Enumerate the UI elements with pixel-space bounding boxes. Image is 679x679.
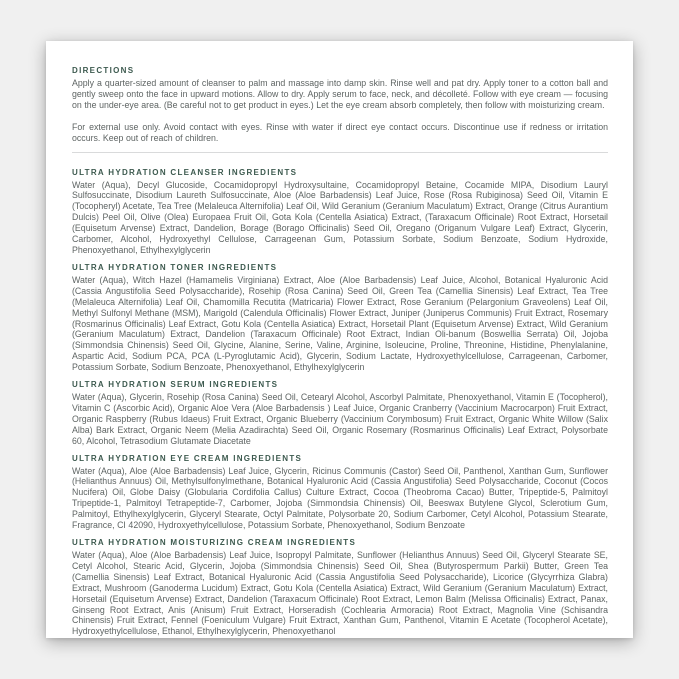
directions-heading: DIRECTIONS: [72, 66, 135, 75]
moisturizing-cream-ingredients-text: Water (Aqua), Aloe (Aloe Barbadensis) Leaf Juice, Isopropyl Palmitate, Sunflower (Helianthus Annuus) Seed Oil, Glyceryl Stearate SE, Cetyl Alcohol, Stearic Acid, Glycerin, Jojoba (Simmondsia Chinensis) Seed Oil, Shea (Butyrospermum Parkii) Butter, Green Tea (Camellia Sinensis) Leaf Extract, Botanical Hyaluronic Acid (Cassia Angustifolia Seed Polysaccharide), Licorice (Glycyrrhiza Glabra) Extract, Mushroom (Ganoderma Lucidum) Extract, Gotu Kola (Centella Asiatica) Extract, Wild Geranium (Geranium Maculatum) Extract, Horsetail (Equisetum Arvense) Extract, Dandelion (Taraxacum Officinale) Root Extract, Lemon Balm (Melissa Officinalis) Extract, Panax, Ginseng Root Extract, Anis (Anisum) Fruit Extract, Horseradish (Cochlearia Armoracia) Root Extract, Magnolia Vine (Schisandra Chinensis) Fruit Extract, Fennel (Foeniculum Vulgare) Fruit Extract, Xanthan Gum, Panthenol, Vitamin E Acetate (Tocopherol Acetate), Hydroxyethylcellulose, Ethanol, Ethylhexylglycerin, Phenoxyethanol: [72, 550, 608, 637]
serum-ingredients-text: Water (Aqua), Glycerin, Rosehip (Rosa Canina) Seed Oil, Cetearyl Alcohol, Ascorbyl Palmitate, Phenoxyethanol, Vitamin E (Tocopherol), Vitamin C (Ascorbic Acid), Organic Aloe Vera (Aloe Barbadensis ) Leaf Juice, Organic Cranberry (Vaccinium Macrocarpon) Fruit Extract, Organic Raspberry (Rubus Idaeus) Fruit Extract, Organic Blueberry (Vaccinium Corymbosum) Fruit Extract, Organic White Willow (Salix Alba) Bark Extract, Organic Neem (Melia Azadirachta) Seed Oil, Organic Rosemary (Rosmarinus Officinalis) Leaf Extract, Polysorbate 60, Alcohol, Tetrasodium Glutamate Diacetate: [72, 392, 608, 446]
eye-cream-ingredients-section: [72, 455, 608, 531]
toner-ingredients-heading: ULTRA HYDRATION TONER INGREDIENTS: [72, 262, 278, 272]
section-divider: [72, 152, 608, 153]
toner-ingredients-text: Water (Aqua), Witch Hazel (Hamamelis Virginiana) Extract, Aloe (Aloe Barbadensis) Leaf Juice, Alcohol, Botanical Hyaluronic Acid (Cassia Angustifolia Seed Polysaccharide), Rosehip (Rosa Canina) Seed Oil, Green Tea (Camellia Sinensis) Leaf Extract, Tea Tree (Melaleuca Alternifolia) Leaf Oil, Chamomilla Recutita (Matricaria) Flower Extract, Rose Geranium (Pelargonium Graveolens) Leaf Oil, Methyl Sulfonyl Methane (MSM), Marigold (Calendula Officinalis) Flower Extract, Juniper (Juniperus Communis) Fruit Extract, Rosemary (Rosmarinus Officinalis) Leaf Extract, Gotu Kola (Centella Asiatica) Extract, Horsetail Plant (Equisetum Arvense) Extract, Wild Geranium (Geranium Maculatum) Extract, Dandelion (Taraxacum Officinale) Root Extract, Indian Oli-banum (Boswellia Serrata) Oil, Jojoba (Simmondsia Chinensis) Seed Oil, Glycine, Alanine, Serine, Valine, Arginine, Isoleucine, Proline, Threonine, Histidine, Phenylalanine, Aspartic Acid, Sodium PCA, PCA (L-Pyroglutamic Acid), Glycerin, Sodium Lactate, Hydroxyethylcellulose, Carrageenan, Carbomer, Potassium Sorbate, Sodium Benzoate, Phenoxyethanol, Ethylhexylglycerin: [72, 274, 608, 373]
eye-cream-ingredients-heading: ULTRA HYDRATION EYE CREAM INGREDIENTS: [72, 453, 303, 463]
toner-ingredients-section: [72, 264, 608, 373]
eye-cream-ingredients-text: Water (Aqua), Aloe (Aloe Barbadensis) Leaf Juice, Glycerin, Ricinus Communis (Castor) Seed Oil, Panthenol, Xanthan Gum, Sunflower (Helianthus Annuus) Oil, Methylsulfonylmethane, Botanical Hyaluronic Acid (Cassia Angustifolia) Seed Polysaccharide, Coconut (Cocos Nucifera) Oil, Globe Daisy (Globularia Cordifolia Callus) Culture Extract, Cocoa (Theobroma Cacao) Butter, Tripeptide-5, Palmitoyl Tripeptide-1, Palmitoyl Tetrapeptide-7, Carbomer, Jojoba (Simmondsia Chinensis) Oil, Beeswax Butylene Glycol, Sclerotium Gum, Palmitoyl, Ethylhexylglycerin, Glyceryl Stearate, Octyl Palmitate, Polysorbate 20, Sodium Carbomer, Cetyl Alcohol, Potassium Stearate, Fragrance, CI 42090, Hydroxyethylcellulose, Potassium Sorbate, Phenoxyethanol, Sodium Benzoate: [72, 465, 608, 531]
cleanser-ingredients-text: Water (Aqua), Decyl Glucoside, Cocamidopropyl Hydroxysultaine, Cocamidopropyl Betaine, Cocamide MIPA, Disodium Lauryl Sulfosuccinate, Disodium Laureth Sulfosuccinate, Aloe (Aloe Barbadensis) Leaf Juice, Rose (Rosa Rubiginosa) Seed Oil, Vitamin E (Tocopheryl) Acetate, Tea Tree (Melaleuca Alternifolia) Leaf Oil, Wild Geranium (Geranium Maculatum) Extract, Orange (Citrus Aurantium Dulcis) Peel Oil, Olive (Olea) Europaea Fruit Oil, Gota Kola (Centella Asiatica) Extract, (Taraxacum Officinale) Root Extract, Horsetail (Equisetum Arvense) Extract, Dandelion, Borage (Borago Officinalis) Seed Oil, Oregano (Origanum Vulgare Leaf) Extract, Glycerin, Carbomer, Alcohol, Hydroxyethyl Cellulose, Carrageenan Gum, Potassium Sorbate, Sodium Benzoate, Sodium Hydroxide, Phenoxyethanol, Ethylhexylglycerin: [72, 179, 608, 255]
cleanser-ingredients-heading: ULTRA HYDRATION CLEANSER INGREDIENTS: [72, 167, 298, 177]
moisturizing-cream-ingredients-section: [72, 539, 608, 637]
serum-ingredients-section: [72, 381, 608, 447]
directions-warning-text: For external use only. Avoid contact with eyes. Rinse with water if direct eye contact occurs. Discontinue use if redness or irritation occurs. Keep out of reach of children.: [72, 121, 608, 143]
moisturizing-cream-ingredients-heading: ULTRA HYDRATION MOISTURIZING CREAM INGREDIENTS: [72, 538, 357, 547]
product-info-card: [46, 41, 633, 638]
directions-section: [72, 67, 608, 144]
cleanser-ingredients-section: [72, 169, 608, 256]
serum-ingredients-heading: ULTRA HYDRATION SERUM INGREDIENTS: [72, 380, 279, 390]
directions-usage-text: Apply a quarter-sized amount of cleanser to palm and massage into damp skin. Rinse well and pat dry. Apply toner to a cotton ball and gently sweep onto the face in upward motions. Allow to dry. Apply serum to face, neck, and décolleté. Follow with eye cream — focusing on the under-eye area. (Be careful not to get product in eyes.) Let the eye cream absorb completely, then follow with moisturizing cream.: [72, 78, 608, 110]
